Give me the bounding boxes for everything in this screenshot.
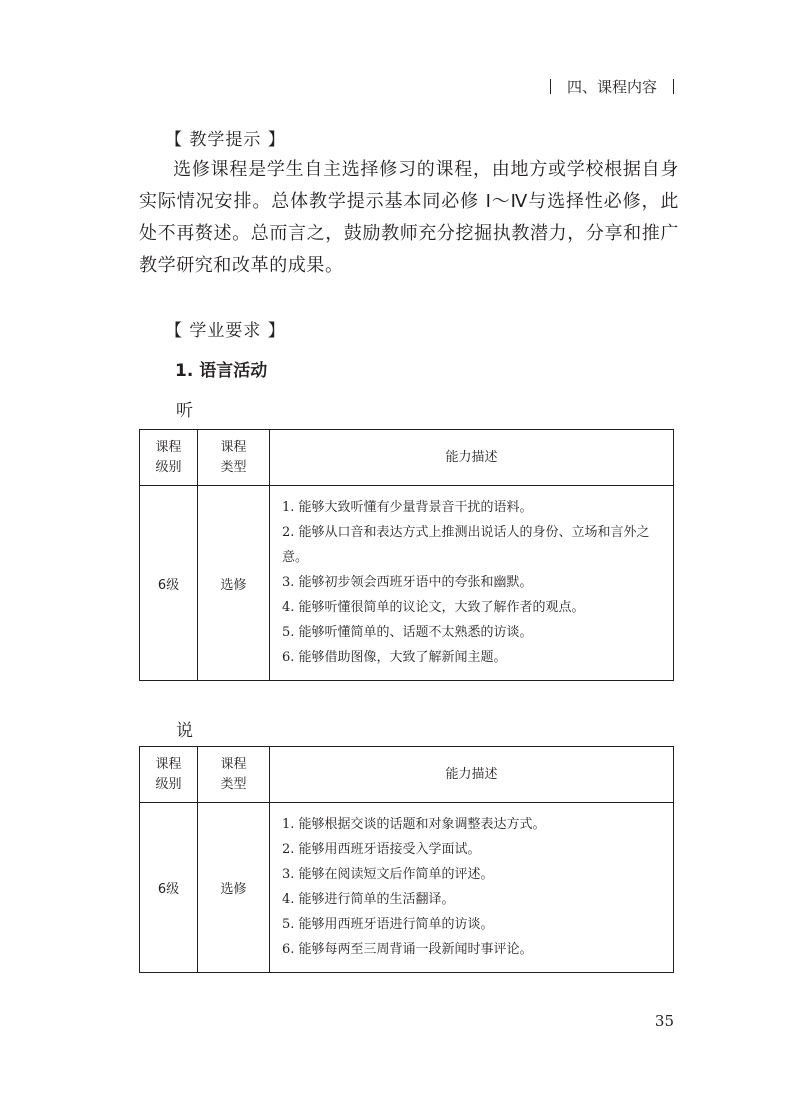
description-header: 能力描述 (270, 747, 674, 803)
language-activities-subheading: 1. 语言活动 (175, 361, 268, 381)
list-item: 1. 能够根据交谈的话题和对象调整表达方式。 (282, 817, 546, 832)
type-cell: 选修 (198, 803, 270, 973)
teaching-tips-heading: 【 教学提示 】 (165, 130, 286, 150)
list-item: 2. 能够用西班牙语接受入学面试。 (282, 842, 481, 857)
academic-requirements-heading: 【 学业要求 】 (165, 321, 286, 341)
list-item: 6. 能够每两至三周背诵一段新闻时事评论。 (282, 942, 533, 957)
teaching-tips-text: 选修课程是学生自主选择修习的课程，由地方或学校根据自身实际情况安排。总体教学提示基本同必修 Ⅰ～Ⅳ与选择性必修，此处不再赘述。总而言之，鼓励教师充分挖掘执教潜力，分享和推广教学研究和改革的成果。 (139, 159, 679, 276)
type-header-text: 课程类型 (220, 756, 247, 792)
listening-caption: 听 (176, 401, 193, 421)
speaking-description-list (270, 803, 673, 972)
level-header (140, 430, 198, 486)
running-header (550, 76, 674, 97)
type-header-text: 课程类型 (220, 439, 247, 475)
list-item: 6. 能够借助图像，大致了解新闻主题。 (282, 650, 507, 665)
description-cell (270, 486, 674, 681)
list-item: 4. 能够进行简单的生活翻译。 (282, 892, 455, 907)
header-divider-left (550, 79, 551, 94)
teaching-tips-paragraph (139, 154, 679, 282)
page-number: 35 (654, 1012, 674, 1030)
list-item: 5. 能够听懂简单的、话题不太熟悉的访谈。 (282, 625, 533, 640)
list-item: 2. 能够从口音和表达方式上推测出说话人的身份、立场和言外之意。 (282, 525, 650, 565)
level-cell: 6级 (140, 486, 198, 681)
level-header (140, 747, 198, 803)
table-row (140, 803, 674, 973)
listening-table (139, 429, 674, 681)
header-divider-right (673, 79, 674, 94)
list-item: 1. 能够大致听懂有少量背景音干扰的语料。 (282, 500, 533, 515)
description-header: 能力描述 (270, 430, 674, 486)
chapter-title: 四、课程内容 (566, 78, 657, 96)
list-item: 5. 能够用西班牙语进行简单的访谈。 (282, 917, 494, 932)
type-cell: 选修 (198, 486, 270, 681)
description-cell (270, 803, 674, 973)
level-header-text: 课程级别 (155, 439, 182, 475)
level-header-text: 课程级别 (155, 756, 182, 792)
type-header (198, 430, 270, 486)
list-item: 3. 能够初步领会西班牙语中的夸张和幽默。 (282, 575, 533, 590)
list-item: 3. 能够在阅读短文后作简单的评述。 (282, 867, 494, 882)
table-row (140, 486, 674, 681)
speaking-table (139, 746, 674, 973)
table-header-row (140, 430, 674, 486)
speaking-caption: 说 (176, 721, 193, 741)
listening-description-list (270, 486, 673, 680)
level-cell: 6级 (140, 803, 198, 973)
type-header (198, 747, 270, 803)
list-item: 4. 能够听懂很简单的议论文，大致了解作者的观点。 (282, 600, 585, 615)
table-header-row (140, 747, 674, 803)
